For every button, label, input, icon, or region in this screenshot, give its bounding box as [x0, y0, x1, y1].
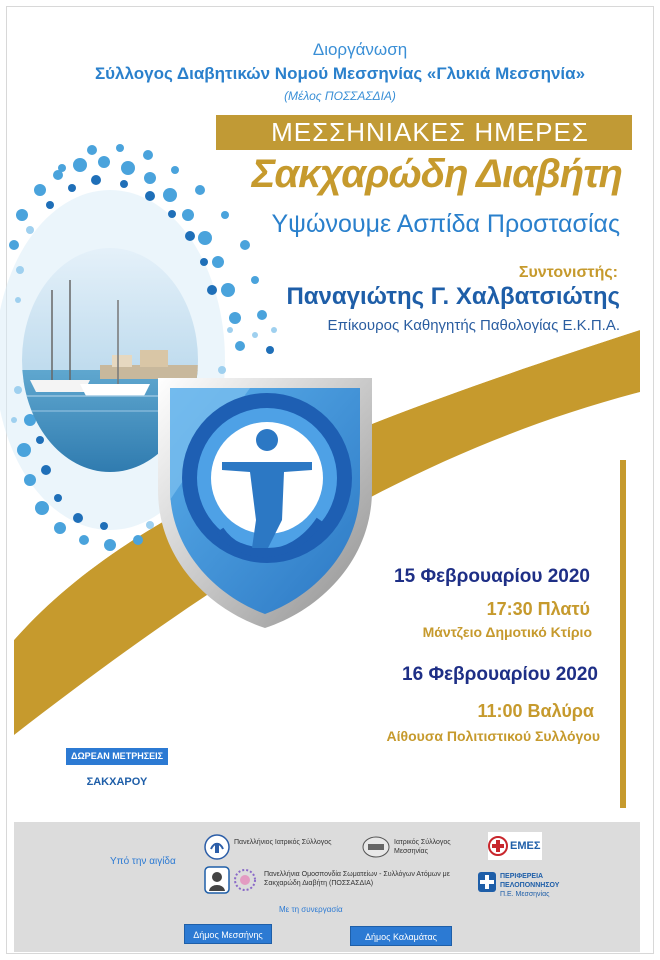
organizer-label: Διοργάνωση: [312, 40, 408, 59]
panhellenic-medical-logo-text: Πανελλήνιος Ιατρικός Σύλλογος: [234, 839, 332, 846]
coordinator-label: Συντονιστής:: [518, 264, 618, 281]
organizer-membership: (Μέλος ΠΟΣΣΑΣΔΙΑ): [284, 89, 396, 103]
possasdia-logo-text: Πανελλήνια Ομοσπονδία Σωματείων - Συλλόγων Ατόμων με Σακχαρώδη Διαβήτη (ΠΟΣΣΑΣΔΙΑ): [264, 871, 450, 887]
emes-logo: [488, 832, 542, 860]
messinia-medical-logo-text: Ιατρικός Σύλλογος Μεσσηνίας: [394, 839, 451, 855]
greek-flag-icon: [478, 872, 496, 892]
schedule-time-place: 11:00 Βαλύρα: [477, 701, 594, 721]
emes-logo-text: ΕΜΕΣ: [510, 840, 541, 852]
free-measurements-badge: ΔΩΡΕΑΝ ΜΕΤΡΗΣΕΙΣ: [66, 748, 168, 765]
messinia-medical-logo: [362, 836, 390, 858]
region-logo-text: ΠΕΡΙΦΕΡΕΙΑ ΠΕΛΟΠΟΝΝΗΣΟΥ: [500, 873, 560, 889]
patronage-label: Υπό την αιγίδα: [110, 856, 176, 867]
region-sub-text: Π.Ε. Μεσσηνίας: [500, 891, 550, 898]
event-title-line1: ΜΕΣΣΗΝΙΑΚΕΣ ΗΜΕΡΕΣ: [271, 117, 589, 147]
free-measurements-sub: ΣΑΚΧΑΡΟΥ: [86, 776, 148, 788]
schedule-venue: Αίθουσα Πολιτιστικού Συλλόγου: [386, 728, 600, 744]
municipality-kalamata-badge: Δήμος Καλαμάτας: [350, 926, 452, 946]
possasdia-portrait-logo: [204, 866, 230, 894]
event-slogan: Υψώνουμε Ασπίδα Προστασίας: [271, 210, 620, 238]
schedule-time-place: 17:30 Πλατύ: [486, 599, 590, 619]
municipality-messini-badge: Δήμος Μεσσήνης: [184, 924, 272, 944]
coordinator-title: Επίκουρος Καθηγητής Παθολογίας Ε.Κ.Π.Α.: [327, 317, 620, 334]
organizer-association: Σύλλογος Διαβητικών Νομού Μεσσηνίας «Γλυκιά Μεσσηνία»: [94, 64, 586, 83]
medical-association-logo: [204, 834, 230, 860]
event-title-line2: Σακχαρώδη Διαβήτη: [251, 152, 622, 196]
schedule-date: 16 Φεβρουαρίου 2020: [402, 664, 598, 685]
possasdia-ring-logo: [232, 868, 258, 892]
schedule-date: 15 Φεβρουαρίου 2020: [394, 566, 590, 587]
coordinator-name: Παναγιώτης Γ. Χαλβατσιώτης: [286, 283, 620, 310]
collaboration-label: Με τη συνεργασία: [279, 905, 343, 914]
schedule-venue: Μάντζειο Δημοτικό Κτίριο: [422, 624, 592, 640]
gold-divider: [620, 460, 626, 808]
